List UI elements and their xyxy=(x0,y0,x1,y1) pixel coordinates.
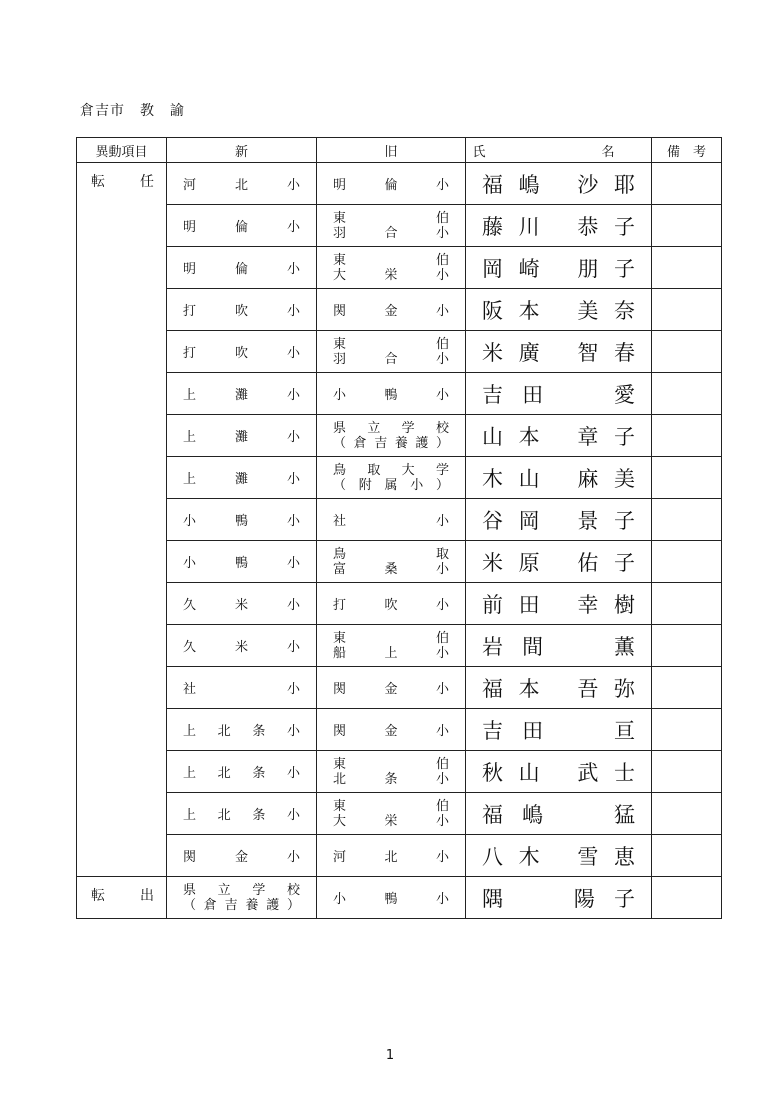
header-old: 旧 xyxy=(317,138,466,163)
page-number: 1 xyxy=(385,1048,395,1063)
table-row xyxy=(77,457,722,499)
name-cell xyxy=(466,457,652,499)
table-row xyxy=(77,331,722,373)
category-cell xyxy=(77,877,167,919)
old-school-line: 鳥 取 xyxy=(333,546,449,562)
new-school-line: 上 北 条 小 xyxy=(183,808,300,823)
remarks-cell xyxy=(652,625,722,667)
new-school-line: 上 灘 小 xyxy=(183,472,300,487)
new-school-line: 小 鴨 小 xyxy=(183,556,300,571)
new-school-line: 社 小 xyxy=(183,682,300,697)
table-row xyxy=(77,751,722,793)
new-school-cell xyxy=(167,499,317,541)
name-cell xyxy=(466,205,652,247)
table-row xyxy=(77,415,722,457)
person-name: 岩 間 薫 xyxy=(482,634,635,659)
old-school-cell xyxy=(317,667,466,709)
table-row xyxy=(77,667,722,709)
header-remarks: 備 考 xyxy=(652,138,722,163)
person-name: 米 原 佑 子 xyxy=(482,550,635,575)
old-school-line: 東 伯 xyxy=(333,252,449,268)
new-school-line: （ 倉 吉 養 護 ） xyxy=(183,897,300,913)
new-school-line: 打 吹 小 xyxy=(183,346,300,361)
new-school-cell xyxy=(167,457,317,499)
old-school-line: 河 北 小 xyxy=(333,850,449,865)
new-school-cell xyxy=(167,751,317,793)
old-school-cell xyxy=(317,205,466,247)
name-cell xyxy=(466,541,652,583)
new-school-line: 上 灘 小 xyxy=(183,388,300,403)
old-school-cell xyxy=(317,247,466,289)
new-school-cell xyxy=(167,835,317,877)
new-school-cell xyxy=(167,709,317,751)
new-school-line: 県 立 学 校 xyxy=(183,882,300,898)
new-school-cell xyxy=(167,793,317,835)
new-school-cell xyxy=(167,331,317,373)
person-name: 谷 岡 景 子 xyxy=(482,508,635,533)
header-category: 異動項目 xyxy=(77,138,167,163)
table-header-row xyxy=(77,138,722,163)
old-school-line: 関 金 小 xyxy=(333,304,449,319)
name-cell xyxy=(466,289,652,331)
new-school-cell xyxy=(167,247,317,289)
old-school-line: 羽 合 小 xyxy=(333,351,449,367)
person-name: 吉 田 亘 xyxy=(482,718,635,743)
new-school-cell xyxy=(167,415,317,457)
person-name: 木 山 麻 美 xyxy=(482,466,635,491)
name-cell xyxy=(466,331,652,373)
remarks-cell xyxy=(652,667,722,709)
remarks-cell xyxy=(652,793,722,835)
category-label: 転 任 xyxy=(91,174,154,190)
table-row xyxy=(77,793,722,835)
old-school-line: 県 立 学 校 xyxy=(333,420,449,436)
table-row xyxy=(77,205,722,247)
old-school-cell xyxy=(317,709,466,751)
person-name: 阪 本 美 奈 xyxy=(482,298,635,323)
name-cell xyxy=(466,877,652,919)
old-school-cell xyxy=(317,331,466,373)
remarks-cell xyxy=(652,541,722,583)
header-new: 新 xyxy=(167,138,317,163)
remarks-cell xyxy=(652,583,722,625)
table-row xyxy=(77,373,722,415)
new-school-line: 打 吹 小 xyxy=(183,304,300,319)
old-school-cell xyxy=(317,583,466,625)
old-school-line: 打 吹 小 xyxy=(333,598,449,613)
new-school-line: 明 倫 小 xyxy=(183,220,300,235)
old-school-line: 東 伯 xyxy=(333,756,449,772)
remarks-cell xyxy=(652,457,722,499)
person-name: 米 廣 智 春 xyxy=(482,340,635,365)
new-school-line: 久 米 小 xyxy=(183,640,300,655)
old-school-line: 大 栄 小 xyxy=(333,267,449,283)
person-name: 秋 山 武 士 xyxy=(482,760,635,785)
remarks-cell xyxy=(652,163,722,205)
new-school-cell xyxy=(167,667,317,709)
table-row xyxy=(77,247,722,289)
old-school-cell xyxy=(317,877,466,919)
table-row xyxy=(77,541,722,583)
remarks-cell xyxy=(652,247,722,289)
name-cell xyxy=(466,163,652,205)
new-school-cell xyxy=(167,205,317,247)
name-cell xyxy=(466,583,652,625)
name-cell xyxy=(466,751,652,793)
old-school-cell xyxy=(317,625,466,667)
remarks-cell xyxy=(652,835,722,877)
table-row xyxy=(77,163,722,205)
old-school-line: （ 倉 吉 養 護 ） xyxy=(333,435,449,451)
old-school-cell xyxy=(317,163,466,205)
old-school-line: （ 附 属 小 ） xyxy=(333,477,449,493)
name-cell xyxy=(466,247,652,289)
person-name: 前 田 幸 樹 xyxy=(482,592,635,617)
person-name: 吉 田 愛 xyxy=(482,382,635,407)
remarks-cell xyxy=(652,415,722,457)
new-school-cell xyxy=(167,163,317,205)
old-school-line: 東 伯 xyxy=(333,210,449,226)
remarks-cell xyxy=(652,499,722,541)
person-name: 隅 陽 子 xyxy=(482,886,635,911)
new-school-cell xyxy=(167,541,317,583)
name-cell xyxy=(466,835,652,877)
category-label: 転 出 xyxy=(91,888,154,904)
remarks-cell xyxy=(652,751,722,793)
old-school-line: 東 伯 xyxy=(333,630,449,646)
table-row xyxy=(77,625,722,667)
old-school-line: 小 鴨 小 xyxy=(333,388,449,403)
person-name: 福 嶋 沙 耶 xyxy=(482,172,635,197)
new-school-cell xyxy=(167,373,317,415)
new-school-cell xyxy=(167,625,317,667)
personnel-table xyxy=(76,137,722,919)
old-school-line: 羽 合 小 xyxy=(333,225,449,241)
old-school-cell xyxy=(317,373,466,415)
old-school-line: 東 伯 xyxy=(333,336,449,352)
new-school-line: 上 北 条 小 xyxy=(183,766,300,781)
old-school-line: 鳥 取 大 学 xyxy=(333,462,449,478)
header-name: 氏 名 xyxy=(466,138,652,163)
old-school-line: 大 栄 小 xyxy=(333,813,449,829)
table-row xyxy=(77,289,722,331)
page-title: 倉吉市 教 諭 xyxy=(80,103,185,119)
new-school-cell xyxy=(167,877,317,919)
old-school-cell xyxy=(317,457,466,499)
old-school-line: 小 鴨 小 xyxy=(333,892,449,907)
old-school-line: 関 金 小 xyxy=(333,682,449,697)
old-school-cell xyxy=(317,289,466,331)
name-cell xyxy=(466,709,652,751)
old-school-line: 関 金 小 xyxy=(333,724,449,739)
table-row xyxy=(77,583,722,625)
name-cell xyxy=(466,667,652,709)
old-school-cell xyxy=(317,751,466,793)
name-cell xyxy=(466,625,652,667)
table-row xyxy=(77,499,722,541)
person-name: 山 本 章 子 xyxy=(482,424,635,449)
new-school-line: 明 倫 小 xyxy=(183,262,300,277)
remarks-cell xyxy=(652,709,722,751)
old-school-cell xyxy=(317,793,466,835)
name-cell xyxy=(466,373,652,415)
category-cell xyxy=(77,163,167,877)
new-school-cell xyxy=(167,289,317,331)
old-school-line: 社 小 xyxy=(333,514,449,529)
old-school-line: 船 上 小 xyxy=(333,645,449,661)
old-school-cell xyxy=(317,835,466,877)
person-name: 福 嶋 猛 xyxy=(482,802,635,827)
new-school-line: 関 金 小 xyxy=(183,850,300,865)
new-school-line: 久 米 小 xyxy=(183,598,300,613)
old-school-line: 北 条 小 xyxy=(333,771,449,787)
name-cell xyxy=(466,793,652,835)
new-school-line: 上 灘 小 xyxy=(183,430,300,445)
table-row xyxy=(77,877,722,919)
remarks-cell xyxy=(652,205,722,247)
remarks-cell xyxy=(652,877,722,919)
old-school-line: 明 倫 小 xyxy=(333,178,449,193)
person-name: 岡 崎 朋 子 xyxy=(482,256,635,281)
person-name: 福 本 吾 弥 xyxy=(482,676,635,701)
old-school-cell xyxy=(317,499,466,541)
table-row xyxy=(77,709,722,751)
new-school-line: 小 鴨 小 xyxy=(183,514,300,529)
remarks-cell xyxy=(652,331,722,373)
old-school-line: 東 伯 xyxy=(333,798,449,814)
remarks-cell xyxy=(652,289,722,331)
old-school-line: 富 桑 小 xyxy=(333,561,449,577)
new-school-line: 上 北 条 小 xyxy=(183,724,300,739)
old-school-cell xyxy=(317,415,466,457)
old-school-cell xyxy=(317,541,466,583)
name-cell xyxy=(466,499,652,541)
person-name: 八 木 雪 恵 xyxy=(482,844,635,869)
name-cell xyxy=(466,415,652,457)
person-name: 藤 川 恭 子 xyxy=(482,214,635,239)
new-school-line: 河 北 小 xyxy=(183,178,300,193)
remarks-cell xyxy=(652,373,722,415)
new-school-cell xyxy=(167,583,317,625)
table-row xyxy=(77,835,722,877)
